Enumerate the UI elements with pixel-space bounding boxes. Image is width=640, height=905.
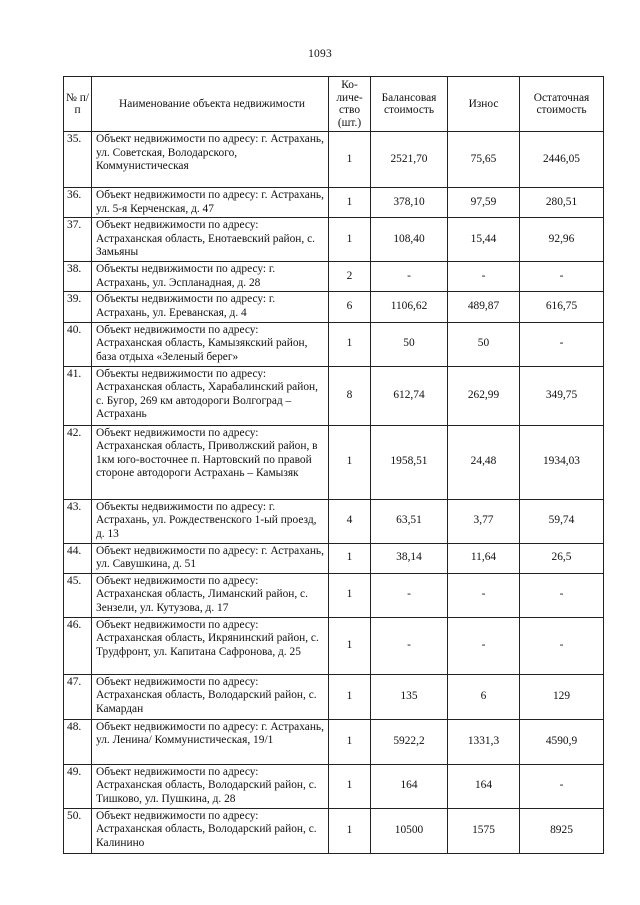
wear-cell: - — [448, 573, 520, 617]
row-number: 35. — [64, 132, 92, 188]
wear-cell: 1331,3 — [448, 719, 520, 764]
balance-cell: 5922,2 — [371, 719, 448, 764]
quantity-cell: 1 — [329, 322, 371, 366]
object-name: Объект недвижимости по адресу: Астраханская область, Камызякский район, база отдыха «Зеленый берег» — [92, 322, 329, 366]
residual-cell: - — [520, 322, 604, 366]
quantity-cell: 1 — [329, 188, 371, 218]
quantity-cell: 8 — [329, 366, 371, 425]
wear-cell: 1575 — [448, 808, 520, 853]
quantity-cell: 1 — [329, 573, 371, 617]
balance-cell: - — [371, 617, 448, 674]
row-number: 40. — [64, 322, 92, 366]
wear-cell: 50 — [448, 322, 520, 366]
residual-cell: 280,51 — [520, 188, 604, 218]
table-row — [64, 573, 604, 617]
table-row — [64, 218, 604, 262]
quantity-cell: 1 — [329, 543, 371, 573]
table-row — [64, 292, 604, 322]
object-name: Объект недвижимости по адресу: Астраханская область, Приволжский район, в 1км юго-восточнее п. Нартовский по правой стороне автодороги Астрахань – Камызяк — [92, 425, 329, 499]
header-wear: Износ — [448, 77, 520, 132]
header-balance: Балансовая стоимость — [371, 77, 448, 132]
quantity-cell: 1 — [329, 674, 371, 719]
row-number: 38. — [64, 262, 92, 292]
quantity-cell: 1 — [329, 617, 371, 674]
header-name: Наименование объекта недвижимости — [92, 77, 329, 132]
row-number: 44. — [64, 543, 92, 573]
balance-cell: 63,51 — [371, 499, 448, 543]
table-row — [64, 188, 604, 218]
object-name: Объект недвижимости по адресу: г. Астрахань, ул. Савушкина, д. 51 — [92, 543, 329, 573]
balance-cell: 612,74 — [371, 366, 448, 425]
property-table — [63, 76, 604, 854]
row-number: 42. — [64, 425, 92, 499]
wear-cell: 3,77 — [448, 499, 520, 543]
residual-cell: 2446,05 — [520, 132, 604, 188]
quantity-cell: 1 — [329, 425, 371, 499]
balance-cell: 135 — [371, 674, 448, 719]
table-row — [64, 262, 604, 292]
table-row — [64, 425, 604, 499]
balance-cell: 108,40 — [371, 218, 448, 262]
table-header-row — [64, 77, 604, 132]
residual-cell: 349,75 — [520, 366, 604, 425]
balance-cell: 2521,70 — [371, 132, 448, 188]
quantity-cell: 1 — [329, 764, 371, 808]
row-number: 49. — [64, 764, 92, 808]
balance-cell: - — [371, 262, 448, 292]
object-name: Объекты недвижимости по адресу: г. Астрахань, ул. Эспланадная, д. 28 — [92, 262, 329, 292]
table-row — [64, 499, 604, 543]
balance-cell: 164 — [371, 764, 448, 808]
table-row — [64, 808, 604, 853]
balance-cell: 1958,51 — [371, 425, 448, 499]
header-num: № п/п — [64, 77, 92, 132]
balance-cell: 10500 — [371, 808, 448, 853]
object-name: Объект недвижимости по адресу: Астраханская область, Енотаевский район, с. Замьяны — [92, 218, 329, 262]
residual-cell: 616,75 — [520, 292, 604, 322]
wear-cell: 11,64 — [448, 543, 520, 573]
object-name: Объект недвижимости по адресу: Астраханская область, Лиманский район, с. Зензели, ул. Кутузова, д. 17 — [92, 573, 329, 617]
row-number: 37. — [64, 218, 92, 262]
residual-cell: 1934,03 — [520, 425, 604, 499]
wear-cell: 489,87 — [448, 292, 520, 322]
table-row — [64, 322, 604, 366]
wear-cell: - — [448, 617, 520, 674]
wear-cell: 6 — [448, 674, 520, 719]
object-name: Объект недвижимости по адресу: Астраханская область, Икрянинский район, с. Трудфронт, ул. Капитана Сафронова, д. 25 — [92, 617, 329, 674]
balance-cell: 50 — [371, 322, 448, 366]
row-number: 50. — [64, 808, 92, 853]
wear-cell: 24,48 — [448, 425, 520, 499]
object-name: Объект недвижимости по адресу: Астраханская область, Володарский район, с. Калинино — [92, 808, 329, 853]
row-number: 48. — [64, 719, 92, 764]
row-number: 47. — [64, 674, 92, 719]
quantity-cell: 2 — [329, 262, 371, 292]
row-number: 41. — [64, 366, 92, 425]
header-residual: Остаточная стоимость — [520, 77, 604, 132]
table-row — [64, 366, 604, 425]
residual-cell: - — [520, 617, 604, 674]
quantity-cell: 1 — [329, 719, 371, 764]
row-number: 39. — [64, 292, 92, 322]
table-row — [64, 617, 604, 674]
table-row — [64, 543, 604, 573]
wear-cell: 164 — [448, 764, 520, 808]
residual-cell: 4590,9 — [520, 719, 604, 764]
wear-cell: 75,65 — [448, 132, 520, 188]
residual-cell: - — [520, 573, 604, 617]
quantity-cell: 1 — [329, 218, 371, 262]
table-row — [64, 674, 604, 719]
residual-cell: 26,5 — [520, 543, 604, 573]
page-number: 1093 — [308, 48, 332, 60]
wear-cell: 15,44 — [448, 218, 520, 262]
row-number: 43. — [64, 499, 92, 543]
balance-cell: 38,14 — [371, 543, 448, 573]
object-name: Объект недвижимости по адресу: г. Астрахань, ул. 5-я Керченская, д. 47 — [92, 188, 329, 218]
wear-cell: 97,59 — [448, 188, 520, 218]
table-row — [64, 719, 604, 764]
object-name: Объект недвижимости по адресу: г. Астрахань, ул. Советская, Володарского, Коммунистическая — [92, 132, 329, 188]
balance-cell: 378,10 — [371, 188, 448, 218]
residual-cell: 8925 — [520, 808, 604, 853]
row-number: 36. — [64, 188, 92, 218]
residual-cell: 59,74 — [520, 499, 604, 543]
residual-cell: 92,96 — [520, 218, 604, 262]
quantity-cell: 1 — [329, 808, 371, 853]
balance-cell: - — [371, 573, 448, 617]
quantity-cell: 6 — [329, 292, 371, 322]
header-qty: Ко-личе-ство (шт.) — [329, 77, 371, 132]
object-name: Объект недвижимости по адресу: г. Астрахань, ул. Ленина/ Коммунистическая, 19/1 — [92, 719, 329, 764]
wear-cell: 262,99 — [448, 366, 520, 425]
row-number: 46. — [64, 617, 92, 674]
object-name: Объекты недвижимости по адресу: г. Астрахань, ул. Ереванская, д. 4 — [92, 292, 329, 322]
residual-cell: 129 — [520, 674, 604, 719]
residual-cell: - — [520, 764, 604, 808]
row-number: 45. — [64, 573, 92, 617]
quantity-cell: 1 — [329, 132, 371, 188]
quantity-cell: 4 — [329, 499, 371, 543]
object-name: Объекты недвижимости по адресу: Астраханская область, Харабалинский район, с. Бугор, 269 км автодороги Волгоград – Астрахань — [92, 366, 329, 425]
object-name: Объекты недвижимости по адресу: г. Астрахань, ул. Рождественского 1-ый проезд, д. 13 — [92, 499, 329, 543]
residual-cell: - — [520, 262, 604, 292]
balance-cell: 1106,62 — [371, 292, 448, 322]
object-name: Объект недвижимости по адресу: Астраханская область, Володарский район, с. Камардан — [92, 674, 329, 719]
table-row — [64, 764, 604, 808]
object-name: Объект недвижимости по адресу: Астраханская область, Володарский район, с. Тишково, ул. Пушкина, д. 28 — [92, 764, 329, 808]
table-row — [64, 132, 604, 188]
wear-cell: - — [448, 262, 520, 292]
